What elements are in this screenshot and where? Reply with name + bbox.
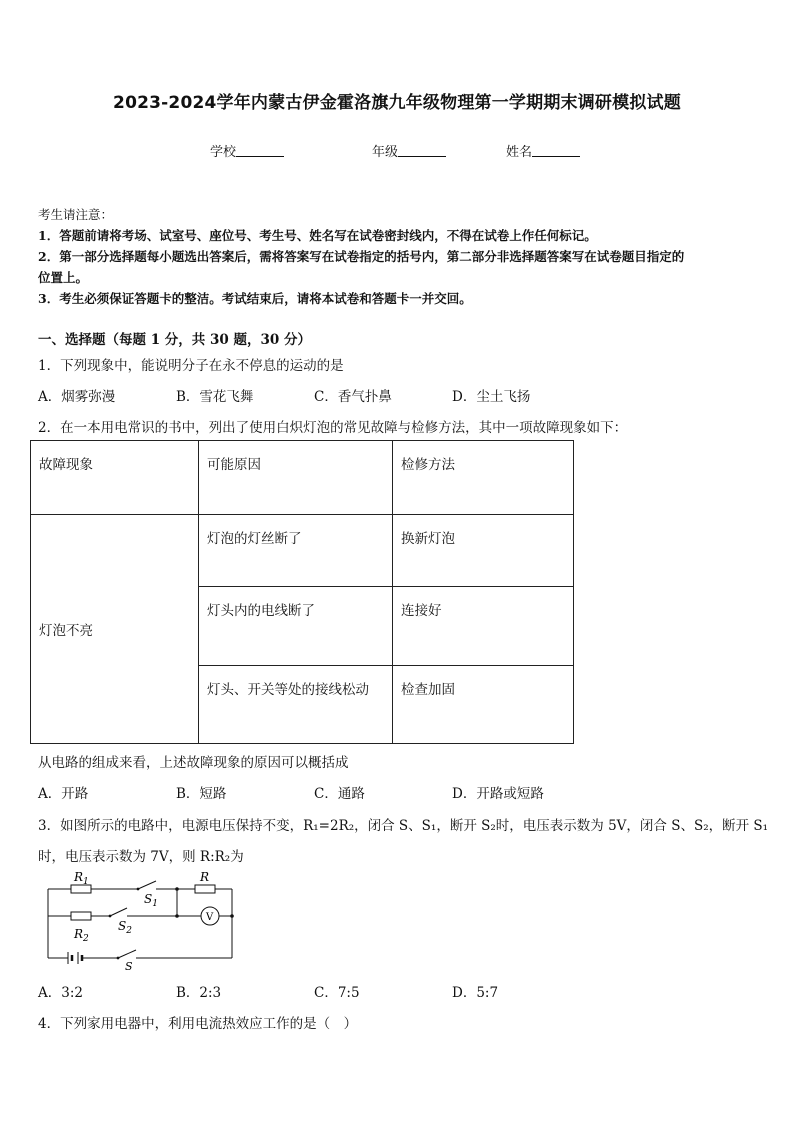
q2-option-c: C．通路	[314, 786, 365, 802]
q2-option-d: D．开路或短路	[452, 786, 544, 802]
r-label: R	[200, 870, 210, 884]
q3-option-b: B．2:3	[176, 985, 222, 1001]
school-field	[210, 141, 284, 160]
q4-stem: 4．下列家用电器中，利用电流热效应工作的是（ ）	[38, 1016, 358, 1032]
method-cell: 检查加固	[393, 666, 574, 744]
school-blank	[236, 144, 284, 157]
notes-heading: 考生请注意：	[38, 207, 114, 222]
q1-stem: 1．下列现象中，能说明分子在永不停息的运动的是	[38, 358, 344, 374]
grade-label: 年级	[372, 145, 399, 160]
method-cell: 连接好	[393, 587, 574, 666]
q1-option-a: A．烟雾弥漫	[38, 389, 116, 405]
grade-blank	[398, 144, 446, 157]
exam-notes	[38, 204, 768, 309]
q2-stem: 2．在一本用电常识的书中，列出了使用白炽灯泡的常见故障与检修方法，其中一项故障现象如下：	[38, 420, 628, 436]
q1-option-c: C．香气扑鼻	[314, 389, 392, 405]
cause-cell: 灯头、开关等处的接线松动	[199, 666, 393, 744]
note-item: 3．考生必须保证答题卡的整洁。考试结束后，请将本试卷和答题卡一并交回。	[38, 291, 472, 306]
r1-label: $R_1$	[74, 870, 89, 887]
school-label: 学校	[210, 145, 237, 160]
s2-label: $S_2$	[118, 919, 132, 936]
q2-option-b: B．短路	[176, 786, 227, 802]
header-phenomenon: 故障现象	[31, 441, 199, 515]
name-label: 姓名	[506, 145, 533, 160]
page-title: 2023-2024学年内蒙古伊金霍洛旗九年级物理第一学期期末调研模拟试题	[113, 93, 681, 113]
phenomenon-cell: 灯泡不亮	[31, 515, 199, 744]
note-item: 2．第一部分选择题每小题选出答案后，需将答案写在试卷指定的括号内，第二部分非选择题答案写在试卷题目指定的	[38, 249, 685, 264]
table-row	[31, 515, 574, 587]
s1-label: $S_1$	[144, 892, 158, 909]
s-label: S	[125, 960, 133, 973]
grade-field	[372, 141, 446, 160]
section-heading: 一、选择题（每题 1 分，共 30 题，30 分）	[38, 332, 311, 348]
cause-cell: 灯头内的电线断了	[199, 587, 393, 666]
fault-table	[30, 440, 574, 744]
q3-stem-line2: 时，电压表示数为 7V，则 R:R₂为	[38, 849, 244, 865]
header-method: 检修方法	[393, 441, 574, 515]
r2-label: $R_2$	[74, 927, 89, 944]
header-cause: 可能原因	[199, 441, 393, 515]
q2-followup: 从电路的组成来看，上述故障现象的原因可以概括成	[38, 755, 349, 771]
q3-stem-line1: 3．如图所示的电路中，电源电压保持不变，R₁=2R₂，闭合 S、S₁，断开 S₂时，电压表示数为 5V，闭合 S、S₂，断开 S₁	[38, 818, 769, 834]
q3-option-a: A．3:2	[38, 985, 83, 1001]
q3-option-c: C．7:5	[314, 985, 360, 1001]
q2-option-a: A．开路	[38, 786, 89, 802]
q1-option-b: B．雪花飞舞	[176, 389, 254, 405]
note-item: 1．答题前请将考场、试室号、座位号、考生号、姓名写在试卷密封线内，不得在试卷上作任何标记。	[38, 228, 597, 243]
name-field	[506, 141, 580, 160]
note-item: 位置上。	[38, 270, 89, 285]
q1-option-d: D．尘土飞扬	[452, 389, 531, 405]
table-header-row	[31, 441, 574, 515]
method-cell: 换新灯泡	[393, 515, 574, 587]
name-blank	[532, 144, 580, 157]
circuit-diagram	[40, 866, 240, 974]
cause-cell: 灯泡的灯丝断了	[199, 515, 393, 587]
voltmeter-icon: V	[206, 912, 214, 923]
q3-option-d: D．5:7	[452, 985, 499, 1001]
